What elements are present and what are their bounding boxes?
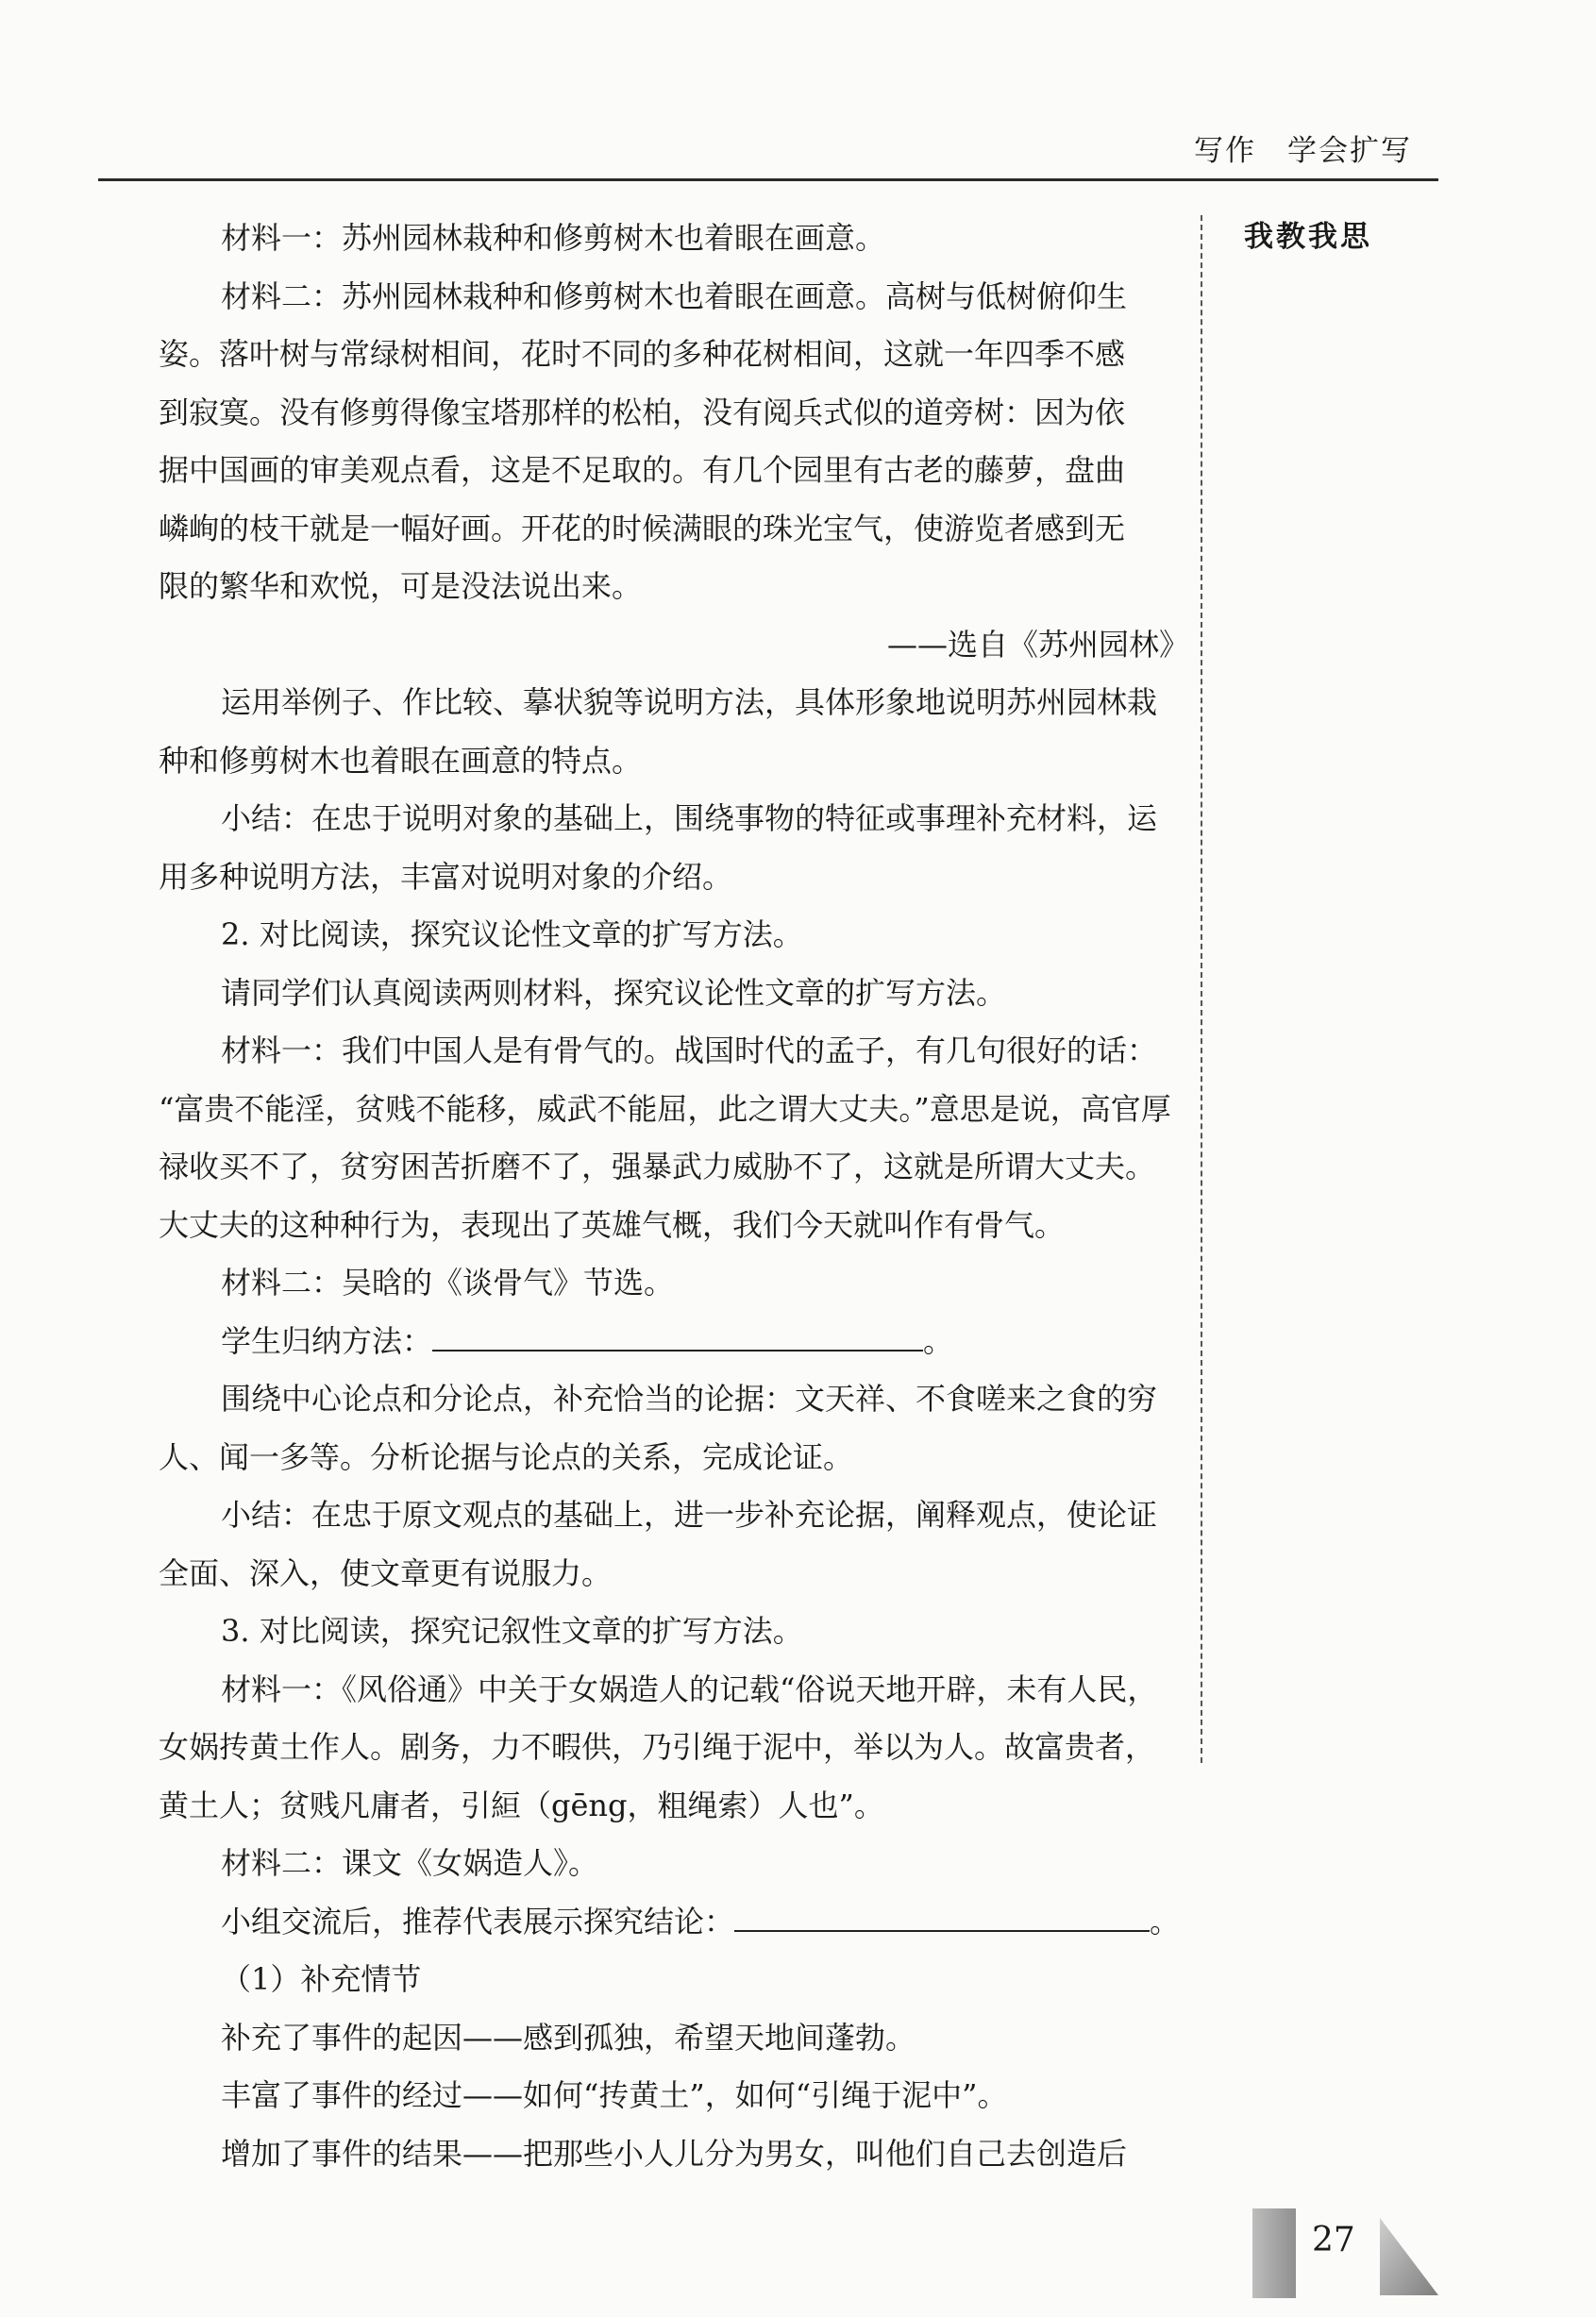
text-line: 材料二：课文《女娲造人》。 xyxy=(221,1845,599,1881)
text-line: 人、闻一多等。分析论据与论点的关系，完成论证。 xyxy=(159,1438,854,1475)
source-citation: ——选自《苏州园林》 xyxy=(886,626,1189,663)
text-line: 女娲抟黄土作人。剧务，力不暇供，乃引绳于泥中，举以为人。故富贵者， xyxy=(159,1729,1156,1765)
blank-end: 。 xyxy=(923,1322,954,1359)
text-line: 补充了事件的起因——感到孤独，希望天地间蓬勃。 xyxy=(221,2019,916,2056)
subheading: （1）补充情节 xyxy=(221,1961,422,1997)
text-line: 增加了事件的结果——把那些小人儿分为男女，叫他们自己去创造后 xyxy=(221,2135,1128,2172)
running-header xyxy=(98,123,1438,181)
text-line: 材料二：苏州园林栽种和修剪树木也着眼在画意。高树与低树俯仰生 xyxy=(221,277,1128,314)
fill-in-prompt: 学生归纳方法： xyxy=(221,1322,433,1359)
fill-in-line xyxy=(159,1313,1189,1371)
text-line: 黄土人；贫贱凡庸者，引絙（gēng，粗绳索）人也”。 xyxy=(159,1787,884,1823)
text-line: 到寂寞。没有修剪得像宝塔那样的松柏，没有阅兵式似的道旁树：因为依 xyxy=(159,394,1126,430)
corner-triangle-icon xyxy=(1378,2216,1440,2299)
text-line: 大丈夫的这种种行为，表现出了英雄气概，我们今天就叫作有骨气。 xyxy=(159,1206,1066,1243)
text-line: 用多种说明方法，丰富对说明对象的介绍。 xyxy=(159,858,733,895)
fill-in-prompt: 小组交流后，推荐代表展示探究结论： xyxy=(221,1903,735,1939)
text-line: 种和修剪树木也着眼在画意的特点。 xyxy=(159,742,643,779)
text-line: 小结：在忠于说明对象的基础上，围绕事物的特征或事理补充材料，运 xyxy=(221,800,1158,836)
text-line: 据中国画的审美观点看，这是不足取的。有几个园里有古老的藤萝，盘曲 xyxy=(159,452,1126,488)
blank-end: 。 xyxy=(1150,1903,1181,1939)
answer-blank[interactable] xyxy=(432,1314,923,1352)
text-line: 材料一：苏州园林栽种和修剪树木也着眼在画意。 xyxy=(221,220,886,256)
fill-in-line xyxy=(159,1893,1189,1952)
header-title: 写作 学会扩写 xyxy=(1194,134,1412,168)
text-line: 姿。落叶树与常绿树相间，花时不同的多种花树相间，这就一年四季不感 xyxy=(159,336,1126,372)
text-line: 材料二：吴晗的《谈骨气》节选。 xyxy=(221,1265,675,1301)
main-text xyxy=(159,210,1189,2183)
text-line: “富贵不能淫，贫贱不能移，威武不能屈，此之谓大丈夫。”意思是说，高官厚 xyxy=(159,1090,1171,1127)
text-line: 限的繁华和欢悦，可是没法说出来。 xyxy=(159,568,643,604)
text-line: 丰富了事件的经过——如何“抟黄土”，如何“引绳于泥中”。 xyxy=(221,2077,1008,2113)
section-heading: 2. 对比阅读，探究议论性文章的扩写方法。 xyxy=(221,916,803,952)
footer-bar xyxy=(1252,2208,1296,2298)
answer-blank[interactable] xyxy=(734,1894,1150,1932)
section-heading: 3. 对比阅读，探究记叙性文章的扩写方法。 xyxy=(221,1613,803,1649)
sidebar-title: 我教我思 xyxy=(1244,220,1372,254)
text-line: 请同学们认真阅读两则材料，探究议论性文章的扩写方法。 xyxy=(221,974,1007,1011)
text-line: 材料一：《风俗通》中关于女娲造人的记载“俗说天地开辟，未有人民， xyxy=(221,1671,1158,1707)
margin-divider xyxy=(1201,215,1202,1763)
text-line: 运用举例子、作比较、摹状貌等说明方法，具体形象地说明苏州园林栽 xyxy=(221,684,1158,720)
text-line: 材料一：我们中国人是有骨气的。战国时代的孟子，有几句很好的话： xyxy=(221,1033,1158,1068)
text-line: 围绕中心论点和分论点，补充恰当的论据：文天祥、不食嗟来之食的穷 xyxy=(221,1381,1158,1417)
text-line: 小结：在忠于原文观点的基础上，进一步补充论据，阐释观点，使论证 xyxy=(221,1497,1158,1533)
text-line: 嶙峋的枝干就是一幅好画。开花的时候满眼的珠光宝气，使游览者感到无 xyxy=(159,510,1126,546)
page-number: 27 xyxy=(1312,2221,1355,2259)
text-line: 禄收买不了，贫穷困苦折磨不了，强暴武力威胁不了，这就是所谓大丈夫。 xyxy=(159,1149,1156,1184)
text-line: 全面、深入，使文章更有说服力。 xyxy=(159,1554,613,1591)
